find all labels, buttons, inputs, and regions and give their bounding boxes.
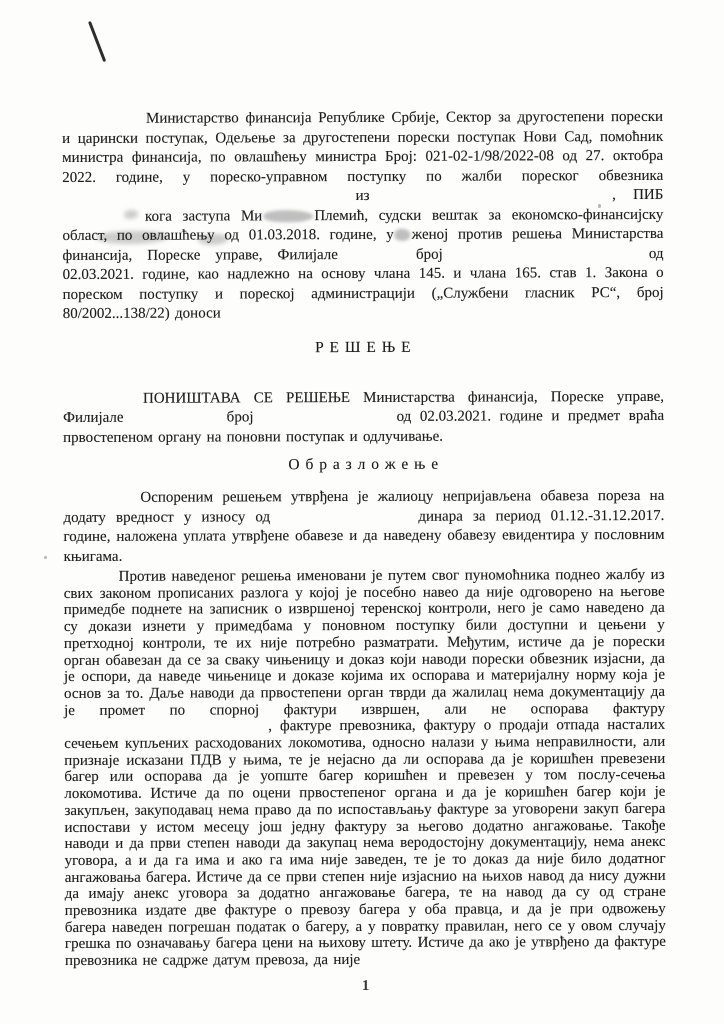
intro-text-expert: Племић, судски вештак за економско-финансијску област, по овлашћењу од 01.03.2018. године, у bbox=[62, 206, 664, 244]
explanation-paragraph-2 bbox=[64, 567, 666, 970]
document-body bbox=[62, 108, 666, 996]
redacted-amount bbox=[280, 518, 408, 520]
redacted-taxpayer-city bbox=[387, 197, 595, 200]
page-number: 1 bbox=[361, 977, 370, 994]
intro-text-pib: , ПИБ bbox=[612, 186, 664, 204]
intro-text-legal-basis: од 02.03.2021. године, као надлежно на основу члана 145. и члана 165. став 1. Закона о пореском поступку и пореској администрацији („Службени гласник РС“, број 80/2002...138/22) доноси bbox=[62, 245, 664, 322]
explanation-1-text-a: Оспореним решењем утврђена је жалиоцу непријављена обавеза пореза на додату вредност у износу од bbox=[63, 487, 665, 526]
dispositive-paragraph bbox=[63, 387, 664, 448]
smudge-over-word bbox=[395, 229, 411, 241]
intro-text-representative: кога заступа Ми bbox=[144, 207, 263, 225]
redacted-invoice-issuer bbox=[64, 729, 260, 732]
explanation-title: О б р а з л о ж е њ е bbox=[288, 455, 440, 474]
decision-title: Р Е Ш Е Њ Е bbox=[315, 338, 412, 356]
redacted-taxpayer-name bbox=[62, 198, 338, 201]
explanation-1-text-b: динара за период 01.12.-31.12.2017. године, наложена уплата утврђене обавезе и да наведену обавезу евидентира у пословним књигама. bbox=[63, 507, 665, 565]
explanation-2-text-a: Против наведеног решења именовани је путем свог пуномоћника поднео жалбу из свих законом прописаних разлога у којој је посебно навео да није одговорено на његове примедбе поднете на записник о извршеној теренској контроли, него је само наведено да су докази изнети у примедбама у поновном поступку били доступни и цењени у претходној контроли, те их није потребно разматрати. Међутим, истиче да је порески орган обавезан да се за сваку чињеницу и доказ који наводи порески обвезник изјасни, да је оспори, да наведе чињенице и доказе којима их оспорава и материјалну норму која је основ за то. Даље наводи да првостепени орган тврди да жалилац нема документацију да је промет по спорној фактури извршен, али не оспорава фактуру bbox=[63, 566, 666, 719]
pen-stroke-mark bbox=[88, 21, 106, 62]
dispositive-text-remand: од 02.03.2021. године и предмет враћа првостепеном органу на поновни поступак и одлучивање. bbox=[63, 407, 665, 446]
redacted-case-number bbox=[458, 256, 634, 259]
redacted-gap bbox=[132, 419, 218, 421]
redacted-decision-number bbox=[262, 419, 388, 421]
redacted-branch-name bbox=[353, 256, 401, 258]
smudge-over-name bbox=[263, 210, 313, 222]
intro-text-from: из bbox=[355, 187, 370, 204]
explanation-2-text-b: , фактуре превозника, фактуру о продаји отпада насталих сечењем купљених расходованих локомотива, односно налази у њима неправилности, али признаје исказани ПДВ у њима, те је нејасно да ли оспорава да је коришћен превезени багер или оспорава да је уопште багер коришћен и превезен у том послу-сечења локомотива. Истиче да по оцени првостепеног органа и да је коришћен багер који је закупљен, закуподавац нема право да по испостављању фактуре за уговорени закуп багера испостави у истом месецу још једну фактуру за његово додатно ангажовање. Такође наводи и да први степен наводи да закупац нема веродостојну документацију, нема анекс уговора, а и да га има и ако га има није заведен, те је то доказ да није било додатног ангажовања багера. Истиче да се први степен није изјаснио на њихов навод да нису дужни да имају анекс уговора за додатно ангажовање багера, те на навод да су од стране превозника издате две фактуре о превозу багера у оба правца, и да је при одвожењу багера наведен погрешан податак о багеру, а у повратку правилан, него се у овом случају грешка по означавању багера цени на њихову штету. Истиче да ако је утврђено да фактуре превозника не садрже датум превоза, да није bbox=[64, 717, 666, 970]
dispositive-text-annul: ПОНИШТАВА СЕ РЕШЕЊЕ Министарства финансија, Пореске управе, Филијале bbox=[63, 388, 665, 426]
intro-text-number-label: број bbox=[415, 246, 443, 263]
scan-speck bbox=[44, 556, 47, 559]
explanation-paragraph-1 bbox=[63, 487, 664, 567]
intro-paragraph bbox=[62, 108, 664, 325]
dispositive-text-number-label: број bbox=[226, 409, 254, 426]
intro-text-appeal: женој против решења Министарства финансија, Пореске управе, Филијале bbox=[62, 225, 664, 264]
redacted-pib-number bbox=[62, 218, 134, 220]
intro-text-authority: Министарство финансија Републике Србије, Сектор за другостепени порески и царински поступак, Одељење за другостепени порески поступак Нови Сад, помоћник министра финансија, по овлашћењу министра Број: 021-02-1/98/2022-08 од 27. октобра 2022. године, у пореско-управном поступку по жалби пореског обвезника bbox=[62, 108, 664, 186]
